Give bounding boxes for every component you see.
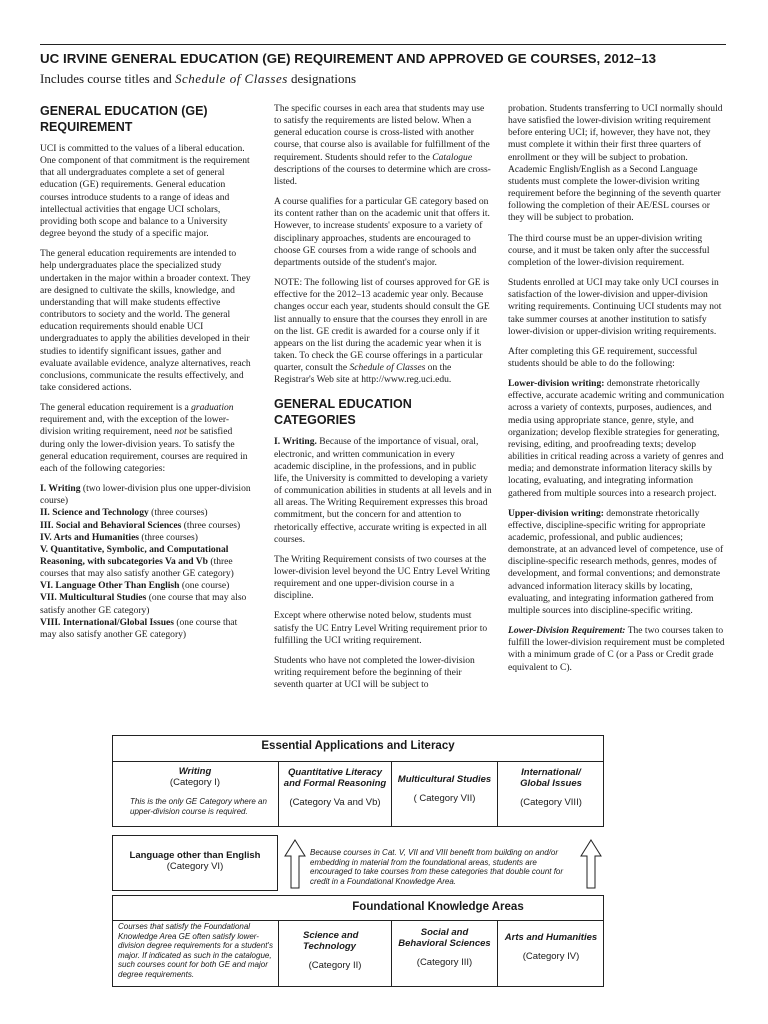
writing-cell: Writing (Category I)	[169, 766, 221, 788]
category-item-multicultural: VII. Multicultural Studies (one course that may also satisfy another GE category)	[40, 592, 247, 616]
section-heading-ge-categories: GENERAL EDUCATION CATEGORIES	[274, 397, 412, 428]
category-item-quantitative: V. Quantitative, Symbolic, and Computational Reasoning, with subcategories Va and Vb (three courses that may also satisfy another GE category)	[40, 543, 234, 580]
up-arrow-icon	[580, 839, 602, 889]
paragraph: After completing this GE requirement, successful students should be able to do the following:	[508, 345, 698, 369]
column-2	[274, 103, 492, 699]
paragraph: Students who have not completed the lower-division writing requirement before the beginning of their seventh quarter at UCI will be subject to	[274, 654, 475, 691]
divider	[112, 920, 604, 921]
page-subtitle: Includes course titles and Schedule of Classes designations	[40, 71, 357, 86]
category-item-language: VI. Language Other Than English (one course)	[40, 580, 230, 592]
paragraph: Lower-division writing: demonstrate rhetorically effective, accurate academic writing and communication across a variety of contexts, purposes, audiences, and media using appropriate stance, genre, style, and organization; develop flexible strategies for generating, revising, editing, and proofreading texts; develop abilities in critical reading across a variety of genres and media; and demonstrate information literacy skills by locating, evaluating, and integrating information gathered from multiple sources into a research project.	[508, 378, 725, 499]
multicultural-cell: Multicultural Studies	[397, 774, 492, 785]
divider	[112, 761, 604, 762]
multicultural-category: ( Category VII)	[413, 793, 476, 804]
paragraph: The specific courses in each area that students may use to satisfy the requirements are listed below. When a general education course is cross-listed with another course, that course also is available for fulfillment of the requirement. Students should refer to the Catalogue descriptions of the courses to determine which are cross-listed.	[274, 103, 491, 187]
arts-category: (Category IV)	[522, 951, 580, 962]
paragraph: Upper-division writing: demonstrate rhetorically effective, discipline-specific writing for appropriate academic, professional, and public audiences; demonstrate, at an advanced level of competence, use of discipline-specific research methods, genres, modes of development, and formal conventions; and demonstrate advanced information literacy skills by locating, evaluating, and integrating information gathered from multiple sources into discipline-specific writing.	[508, 507, 724, 616]
category-item-writing: I. Writing (two lower-division plus one upper-division course)	[40, 483, 251, 507]
section-heading-ge-requirement: GENERAL EDUCATION (GE) REQUIREMENT	[40, 104, 208, 134]
category-item-arts: IV. Arts and Humanities (three courses)	[40, 531, 198, 543]
writing-note: This is the only GE Category where an upper-division course is required.	[130, 797, 267, 816]
paragraph: NOTE: The following list of courses approved for GE is effective for the 2012–13 academic year only. Because changes occur each year, students should consult the GE list annually to ensure that the courses they enroll in are on the list. GE credit is awarded for a course only if it appears on the list during the academic year when it is taken. To check the GE course offerings in a particular quarter, consult the Schedule of Classes on the Registrar's Web site at http://www.reg.uci.edu.	[274, 277, 490, 386]
paragraph: The third course must be an upper-division writing course, and it must be taken only after the successful completion of the lower-division requirement.	[508, 232, 710, 268]
paragraph: Except where otherwise noted below, students must satisfy the UC Entry Level Writing requirement prior to fulfilling the UCI writing requirement.	[274, 610, 488, 646]
foundational-note: Because courses in Cat. V, VII and VIII benefit from building on and/or embedding in material from the foundational areas, students are encouraged to take courses from these categories that double count for credit in a Foundational Knowledge Area.	[310, 848, 564, 886]
social-category: (Category III)	[416, 957, 473, 968]
category-item-international: VIII. International/Global Issues (one course that may also satisfy another GE category)	[40, 616, 238, 640]
paragraph: The general education requirement is a graduation requirement and, with the exception of the lower-division writing requirement, need not be satisfied during only the lower-division years. To satisfy the general education requirement, courses are required in each of the following categories:	[40, 402, 248, 474]
paragraph: Students enrolled at UCI may take only UCI courses in satisfaction of the lower-division and upper-division writing requirements. Continuing UCI students may not take summer courses at another institution to satisfy lower-division or upper-division writing requirements.	[508, 277, 722, 337]
top-rule	[40, 44, 726, 45]
ge-diagram	[112, 735, 604, 987]
paragraph: UCI is committed to the values of a liberal education. One component of that commitment is the requirement that all undergraduates complete a set of general education (GE) requirements. General education courses introduce students to a range of ideas and intellectual activities that engage UCI scholars, providing both scope and balance to a University degree beyond the study of a specific major.	[40, 143, 250, 240]
category-item-social: III. Social and Behavioral Sciences (three courses)	[40, 519, 241, 531]
found-note: Courses that satisfy the Foundational Knowledge Area GE often satisfy lower-division degree requirements for a student's major. If indicated as such in the catalogue, such courses count for both GE and major degree requirements.	[118, 922, 273, 979]
international-category: (Category VIII)	[520, 797, 582, 808]
science-cell: Science and Technology	[303, 930, 359, 952]
paragraph: Lower-Division Requirement: The two courses taken to fulfill the lower-division requirement must be completed with a minimum grade of C (or a Pass or Credit grade equivalent to C).	[508, 625, 725, 673]
arts-cell: Arts and Humanities	[504, 932, 598, 943]
paragraph: The general education requirements are intended to help undergraduates place the specialized study undertaken in the major within a broader context. They are designed to cultivate the skills, knowledge, and understanding that will make students effective contributors to society and the world. The general education requirements should enable UCI undergraduates to apply the abilities developed in their studies to identify significant issues, gather and evaluate available evidence, analyze alternatives, reach conclusions, communicate the results effectively, and take considered actions.	[40, 248, 251, 393]
quant-cell: Quantitative Literacy and Formal Reasoning	[283, 767, 387, 789]
column-3	[508, 103, 728, 682]
paragraph: probation. Students transferring to UCI normally should have satisfied the lower-division writing requirement before entering UCI; if, however, they have not, they must complete it within their first three quarters of enrollment or they will be subject to probation. Academic English/English as a Second Language students must complete the lower-division writing requirement before the beginning of the seventh quarter following the completion of their AE/ESL courses or they will be subject to probation.	[508, 103, 723, 224]
up-arrow-icon	[284, 839, 306, 889]
quant-category: (Category Va and Vb)	[289, 797, 381, 808]
social-cell: Social and Behavioral Sciences	[398, 927, 491, 949]
page-title: UC IRVINE GENERAL EDUCATION (GE) REQUIREMENT AND APPROVED GE COURSES, 2012–13	[40, 51, 657, 66]
essential-header: Essential Applications and Literacy	[261, 740, 455, 752]
column-1	[40, 103, 254, 641]
language-cell: Language other than English (Category VI)	[129, 850, 261, 872]
paragraph: A course qualifies for a particular GE category based on its content rather than on the academic unit that offers it. However, to increase students' exposure to a variety of disciplinary approaches, students are encouraged to choose GE courses from a wide range of schools and departments outside of the student's major.	[274, 196, 490, 268]
international-cell: International/ Global Issues	[520, 767, 582, 789]
category-list	[40, 483, 254, 641]
foundational-header: Foundational Knowledge Areas	[352, 901, 524, 913]
paragraph: The Writing Requirement consists of two courses at the lower-division level beyond the UC Entry Level Writing requirement and one upper-division course in a discipline.	[274, 553, 490, 602]
category-item-science: II. Science and Technology (three courses)	[40, 507, 208, 519]
paragraph: I. Writing. Because of the importance of visual, oral, electronic, and written communication in every academic discipline, in the professions, and in public life, the University is committed to developing a variety of communication abilities in students at all levels and in all areas. The Writing Requirement expresses this broad commitment, but the concern for and attention to rhetorically effective, accurate writing is expected in all courses.	[274, 436, 492, 545]
science-category: (Category II)	[308, 960, 362, 971]
